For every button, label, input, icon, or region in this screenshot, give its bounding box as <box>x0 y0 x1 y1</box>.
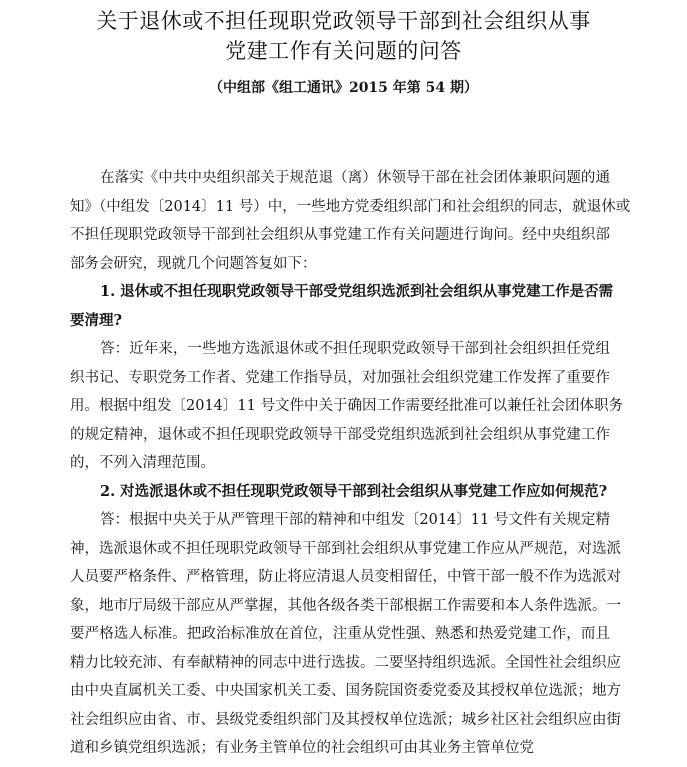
body-line: 不担任现职党政领导干部到社会组织从事党建工作有关问题进行询问。经中央组织部 <box>70 227 610 243</box>
body-line: 织书记、专职党务工作者、党建工作指导员，对加强社会组织党建工作发挥了重要作 <box>70 369 610 386</box>
body-line: 在落实《中共中央组织部关于规范退（离）休领导干部在社会团体兼职问题的通 <box>100 170 610 186</box>
body-line: 人员要严格条件、严格管理，防止将应清退人员变相留任，中管干部一般不作为选派对 <box>70 569 621 585</box>
answer-2: 答：根据中央关于从严管理干部的精神和中组发〔2014〕11 号文件有关规定精 <box>100 512 610 528</box>
body-line: 的规定精神，退休或不担任现职党政领导干部受党组织选派到社会组织从事党建工作 <box>70 426 610 443</box>
body-line: 由中央直属机关工委、中央国家机关工委、国务院国资委党委及其授权单位选派；地方 <box>70 683 621 699</box>
document-title-line-1: 关于退休或不担任现职党政领导干部到社会组织从事 <box>96 9 591 33</box>
body-line: 用。根据中组发〔2014〕11 号文件中关于确因工作需要经批准可以兼任社会团体职务 <box>70 398 623 414</box>
question-2: 2. 对选派退休或不担任现职党政领导干部到社会组织从事党建工作应如何规范? <box>100 482 608 500</box>
document-source: （中组部《组工通讯》2015 年第 54 期） <box>208 80 479 96</box>
question-1-cont: 要清理? <box>70 311 122 329</box>
body-line: 部务会研究，现就几个问题答复如下： <box>70 255 317 272</box>
body-line: 神，选派退休或不担任现职党政领导干部到社会组织从事党建工作应从严规范，对选派 <box>70 540 621 557</box>
body-line: 社会组织应由省、市、县级党委组织部门及其授权单位选派；城乡社区社会组织应由街 <box>70 711 621 728</box>
document-title-line-2: 党建工作有关问题的问答 <box>225 39 462 63</box>
body-line: 的，不列入清理范围。 <box>70 455 215 471</box>
answer-1: 答：近年来，一些地方选派退休或不担任现职党政领导干部到社会组织担任党组 <box>100 341 610 357</box>
body-line: 象，地市厅局级干部应从严掌握，其他各级各类干部根据工作需要和本人条件选派。一 <box>70 597 621 614</box>
body-line: 知》（中组发〔2014〕11 号）中，一些地方党委组织部门和社会组织的同志，就退休或 <box>70 198 631 215</box>
body-line: 要严格选人标准。把政治标准放在首位，注重从党性强、熟悉和热爱党建工作，而且 <box>70 626 610 642</box>
question-1: 1. 退休或不担任现职党政领导干部受党组织选派到社会组织从事党建工作是否需 <box>100 283 614 300</box>
body-line: 精力比较充沛、有奉献精神的同志中进行选拔。二要坚持组织选派。全国性社会组织应 <box>70 654 621 671</box>
body-line: 道和乡镇党组织选派；有业务主管单位的社会组织可由其业务主管单位党 <box>70 740 534 756</box>
